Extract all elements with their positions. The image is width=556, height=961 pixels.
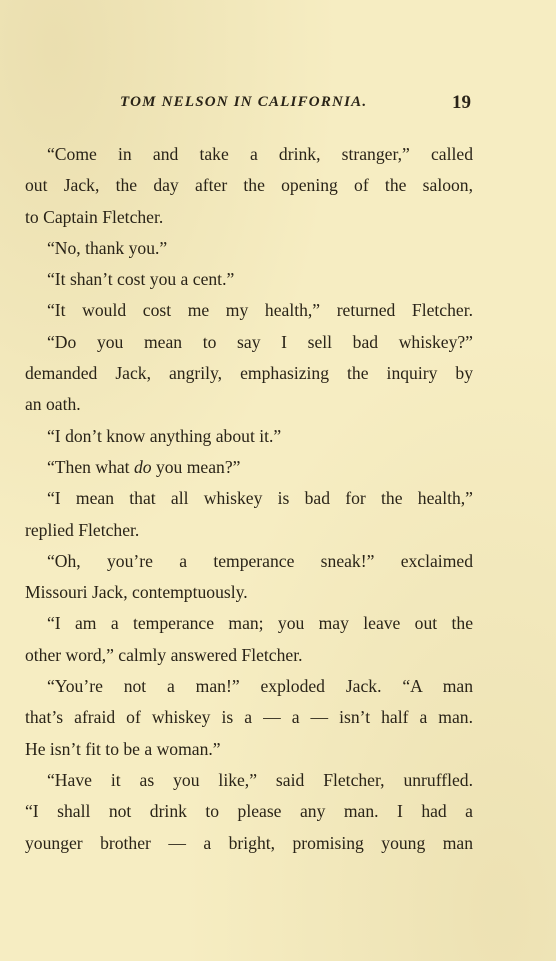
- text-line: out Jack, the day after the opening of the saloon,: [25, 175, 473, 196]
- text-line: “Have it as you like,” said Fletcher, unruffled.: [47, 769, 473, 790]
- text-line: “You’re not a man!” exploded Jack. “A man: [47, 676, 473, 697]
- page-number: 19: [452, 92, 471, 113]
- running-head: TOM NELSON IN CALIFORNIA.: [120, 94, 368, 110]
- text-line: that’s afraid of whiskey is a — a — isn’t half a man.: [25, 707, 473, 728]
- text-line: “Do you mean to say I sell bad whiskey?”: [47, 331, 473, 352]
- text-line: “No, thank you.”: [47, 237, 168, 258]
- text-line: Missouri Jack, contemptuously.: [25, 582, 248, 603]
- text-line: “It would cost me my health,” returned Fletcher.: [47, 300, 473, 321]
- emphasis: do: [133, 456, 152, 477]
- text-line: demanded Jack, angrily, emphasizing the inquiry by: [25, 363, 473, 384]
- text-line: replied Fletcher.: [25, 519, 140, 540]
- text-line: “Then what do you mean?”: [47, 456, 241, 477]
- text-line: “Come in and take a drink, stranger,” called: [47, 144, 473, 164]
- text-line: “Oh, you’re a temperance sneak!” exclaimed: [47, 550, 473, 571]
- text-line: “I don’t know anything about it.”: [47, 425, 282, 446]
- text-line: “I mean that all whiskey is bad for the health,”: [47, 488, 473, 509]
- text-line: “I shall not drink to please any man. I had a: [25, 801, 473, 822]
- text-line: He isn’t fit to be a woman.”: [25, 738, 221, 759]
- text-line: “I am a temperance man; you may leave out the: [47, 613, 473, 634]
- text-line: to Captain Fletcher.: [25, 206, 164, 227]
- text-line: an oath.: [25, 394, 81, 415]
- page-header: [0, 94, 556, 118]
- body-text: [25, 139, 473, 859]
- text-line: other word,” calmly answered Fletcher.: [25, 644, 303, 665]
- text-line: younger brother — a bright, promising young man: [25, 832, 473, 853]
- text-line: “It shan’t cost you a cent.”: [47, 269, 235, 290]
